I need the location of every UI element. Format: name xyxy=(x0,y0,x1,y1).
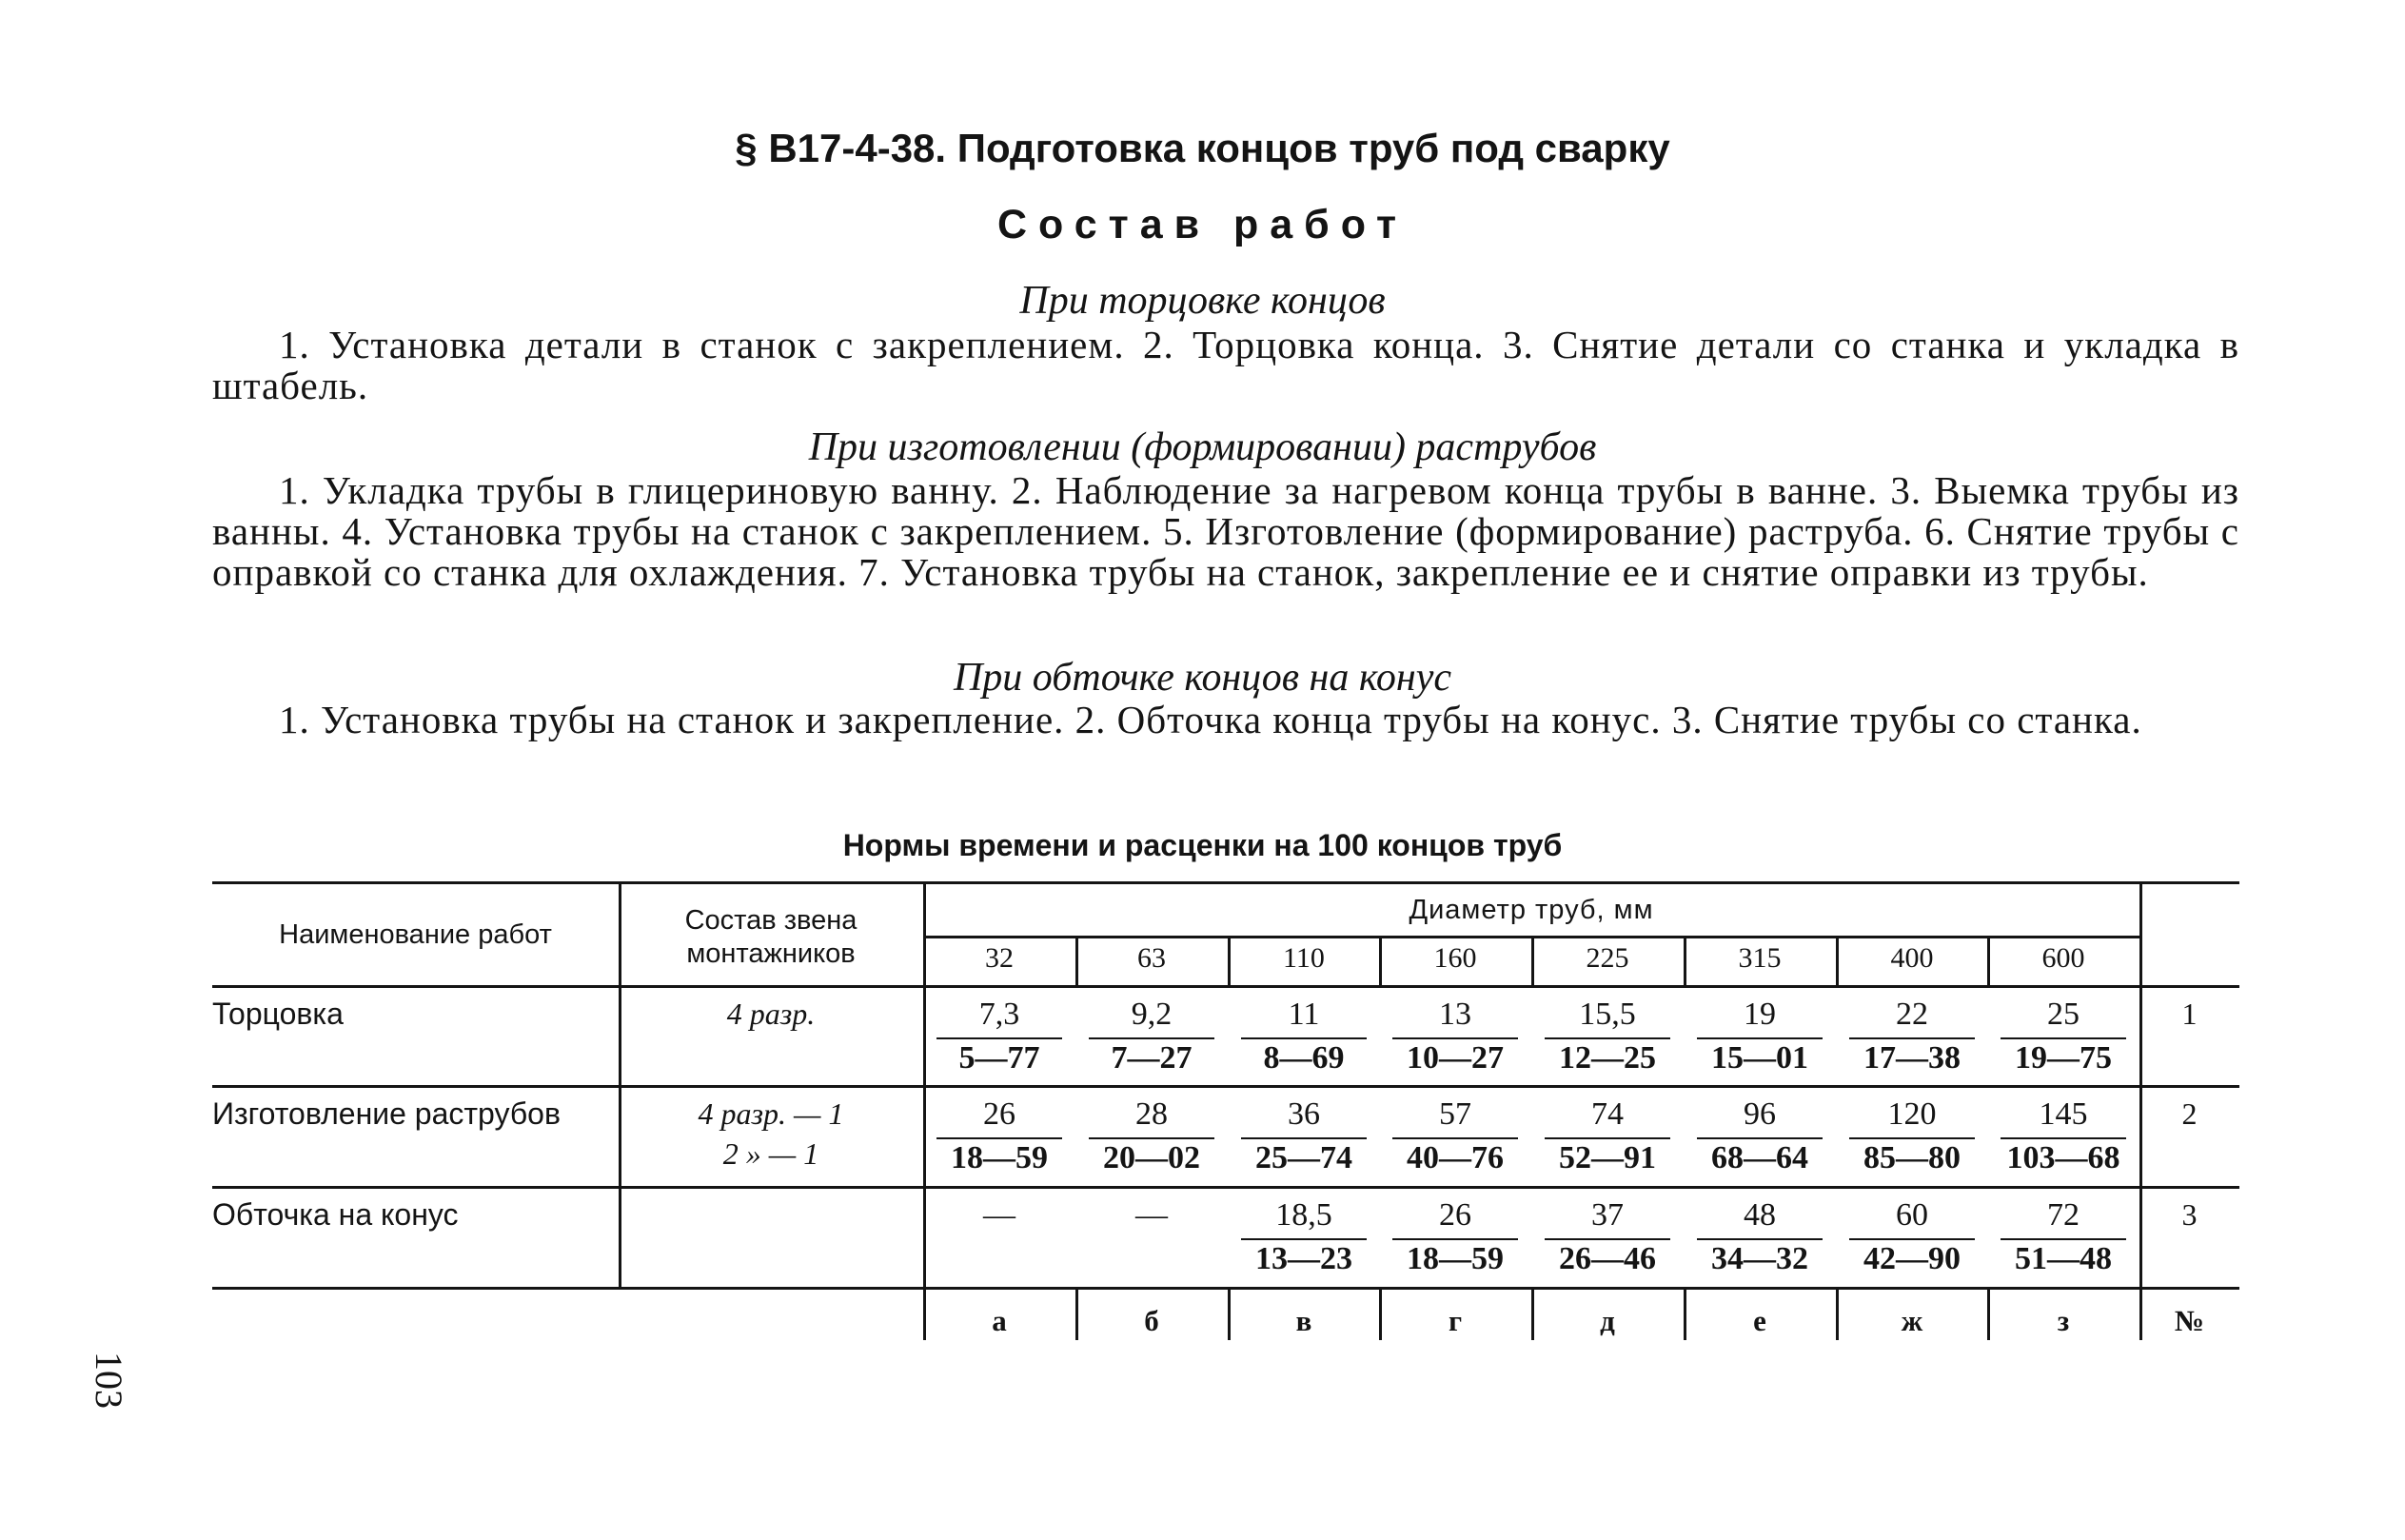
fraction-bar xyxy=(2001,1238,2126,1240)
rate: 52—91 xyxy=(1559,1140,1656,1175)
rate: 10—27 xyxy=(1407,1040,1504,1076)
column-letter-б: б xyxy=(1144,1304,1159,1337)
rate: 18—59 xyxy=(1407,1241,1504,1276)
subsection-heading-1: При торцовке концов xyxy=(1019,279,1386,323)
rate: 34—32 xyxy=(1711,1241,1808,1276)
fraction-bar xyxy=(1392,1238,1518,1240)
rate: 85—80 xyxy=(1863,1140,1961,1175)
rate: 25—74 xyxy=(1255,1140,1352,1175)
fraction-bar xyxy=(1545,1238,1670,1240)
subsection-text-2-content: 1. Укладка трубы в глицериновую ванну. 2. Наблюдение за нагревом конца трубы в ванне. 3. Выемка трубы из ванны. 4. Установка трубы на станок с закреплением. 5. Изготовление (формирование) раструба. 6. Снятие трубы с оправкой со станка для охлаждения. 7. Установка трубы на станок, закрепление ее и снятие оправки из трубы. xyxy=(212,468,2239,594)
norm-time: 120 xyxy=(1887,1096,1937,1132)
crew-column-rule xyxy=(619,881,621,1287)
rate: 18—59 xyxy=(951,1140,1048,1175)
rate: 19—75 xyxy=(2015,1040,2112,1076)
rate: 5—77 xyxy=(958,1040,1040,1076)
subsection-text-1-content: 1. Установка детали в станок с закреплением. 2. Торцовка конца. 3. Снятие детали со станка и укладка в штабель. xyxy=(212,323,2239,407)
subsection-heading-3: При обточке концов на конус xyxy=(953,656,1452,700)
rate: 68—64 xyxy=(1711,1140,1808,1175)
norm-time: — xyxy=(983,1197,1015,1233)
norm-time: 26 xyxy=(1439,1197,1471,1233)
page-number: 103 xyxy=(88,1352,130,1409)
rate: 17—38 xyxy=(1863,1040,1961,1076)
norm-time: 28 xyxy=(1135,1096,1168,1132)
table-bottom-rule xyxy=(212,1287,2239,1290)
rate: 15—01 xyxy=(1711,1040,1808,1076)
fraction-bar xyxy=(936,1137,1062,1139)
fraction-bar xyxy=(1089,1137,1214,1139)
row-crew: 4 разр. — 1 xyxy=(698,1096,844,1131)
diameter-110: 110 xyxy=(1283,942,1325,974)
norm-time: 74 xyxy=(1591,1096,1624,1132)
fraction-bar xyxy=(1392,1037,1518,1039)
row-rule xyxy=(212,1186,2239,1189)
subsection-text-3-content: 1. Установка трубы на станок и закрепление. 2. Обточка конца трубы на конус. 3. Снятие трубы со станка. xyxy=(279,698,2142,741)
row-number: 1 xyxy=(2181,997,2198,1031)
section-title: § В17-4-38. Подготовка концов труб под сварку xyxy=(735,126,1670,170)
fraction-bar xyxy=(1545,1037,1670,1039)
header-crew: Состав звена монтажников xyxy=(684,905,858,969)
work-composition-heading: Состав работ xyxy=(996,202,1409,247)
fraction-bar xyxy=(936,1037,1062,1039)
header-work-name: Наименование работ xyxy=(279,919,552,950)
rate: 7—27 xyxy=(1111,1040,1193,1076)
row-crew: 2 » — 1 xyxy=(722,1136,819,1171)
rate: 40—76 xyxy=(1407,1140,1504,1175)
rate: 8—69 xyxy=(1263,1040,1345,1076)
fraction-bar xyxy=(1849,1037,1975,1039)
fraction-bar xyxy=(1545,1137,1670,1139)
rate: 13—23 xyxy=(1255,1241,1352,1276)
subsection-text-2 xyxy=(212,470,2239,593)
diameter-63: 63 xyxy=(1137,942,1166,974)
table-top-rule xyxy=(212,881,2239,884)
fraction-bar xyxy=(1849,1238,1975,1240)
diameter-400: 400 xyxy=(1890,942,1934,974)
column-letter-г: г xyxy=(1448,1304,1463,1337)
norm-time: 18,5 xyxy=(1275,1197,1332,1233)
norm-time: 37 xyxy=(1591,1197,1624,1233)
norm-time: 15,5 xyxy=(1579,997,1636,1032)
norm-time: 72 xyxy=(2047,1197,2080,1233)
norm-time: 145 xyxy=(2039,1096,2088,1132)
row-name: Торцовка xyxy=(212,997,344,1031)
rate: 42—90 xyxy=(1863,1241,1961,1276)
norm-time: 57 xyxy=(1439,1096,1471,1132)
norm-time: 26 xyxy=(983,1096,1015,1132)
row-name: Изготовление раструбов xyxy=(212,1096,561,1131)
norm-time: 11 xyxy=(1288,997,1320,1032)
norm-time: 48 xyxy=(1744,1197,1776,1233)
column-letter-а: а xyxy=(992,1304,1007,1337)
fraction-bar xyxy=(1697,1137,1823,1139)
fraction-bar xyxy=(1392,1137,1518,1139)
rate: 103—68 xyxy=(2006,1140,2120,1175)
diameter-600: 600 xyxy=(2041,942,2085,974)
norm-time: 13 xyxy=(1439,997,1471,1032)
rate: 12—25 xyxy=(1559,1040,1656,1076)
table-title: Нормы времени и расценки на 100 концов труб xyxy=(842,828,1563,862)
column-letter-в: в xyxy=(1295,1304,1312,1337)
row-crew: 4 разр. xyxy=(726,997,816,1031)
column-letter-е: е xyxy=(1753,1304,1766,1337)
fraction-bar xyxy=(2001,1137,2126,1139)
fraction-bar xyxy=(1089,1037,1214,1039)
norm-time: — xyxy=(1135,1197,1168,1233)
norm-time: 96 xyxy=(1744,1096,1776,1132)
row-rule xyxy=(212,1085,2239,1088)
fraction-bar xyxy=(1241,1037,1367,1039)
rate: 20—02 xyxy=(1103,1140,1200,1175)
fraction-bar xyxy=(2001,1037,2126,1039)
rate: 26—46 xyxy=(1559,1241,1656,1276)
fraction-bar xyxy=(1697,1238,1823,1240)
norm-time: 60 xyxy=(1896,1197,1928,1233)
row-name: Обточка на конус xyxy=(212,1197,459,1232)
fraction-bar xyxy=(1697,1037,1823,1039)
header-bottom-rule xyxy=(212,985,2239,988)
subsection-text-1 xyxy=(212,325,2239,406)
norm-time: 22 xyxy=(1896,997,1928,1032)
norm-time: 7,3 xyxy=(978,997,1020,1032)
column-letter-д: д xyxy=(1600,1304,1615,1337)
diameter-315: 315 xyxy=(1738,942,1782,974)
diameter-32: 32 xyxy=(985,942,1014,974)
norm-time: 25 xyxy=(2047,997,2080,1032)
norm-time: 9,2 xyxy=(1131,997,1173,1032)
fraction-bar xyxy=(1241,1137,1367,1139)
norm-time: 19 xyxy=(1744,997,1776,1032)
row-number: 2 xyxy=(2181,1096,2198,1131)
subsection-heading-2: При изготовлении (формировании) раструбов xyxy=(808,425,1597,469)
number-column-label: № xyxy=(2174,1304,2205,1337)
diameter-225: 225 xyxy=(1586,942,1629,974)
row-number: 3 xyxy=(2181,1197,2198,1232)
diameter-160: 160 xyxy=(1433,942,1477,974)
rate: 51—48 xyxy=(2015,1241,2112,1276)
fraction-bar xyxy=(1241,1238,1367,1240)
norm-time: 36 xyxy=(1288,1096,1320,1132)
column-letter-з: з xyxy=(2057,1304,2070,1337)
header-diameter: Диаметр труб, мм xyxy=(1409,895,1654,925)
fraction-bar xyxy=(1849,1137,1975,1139)
column-letter-ж: ж xyxy=(1901,1304,1923,1337)
subsection-text-3 xyxy=(212,700,2239,740)
